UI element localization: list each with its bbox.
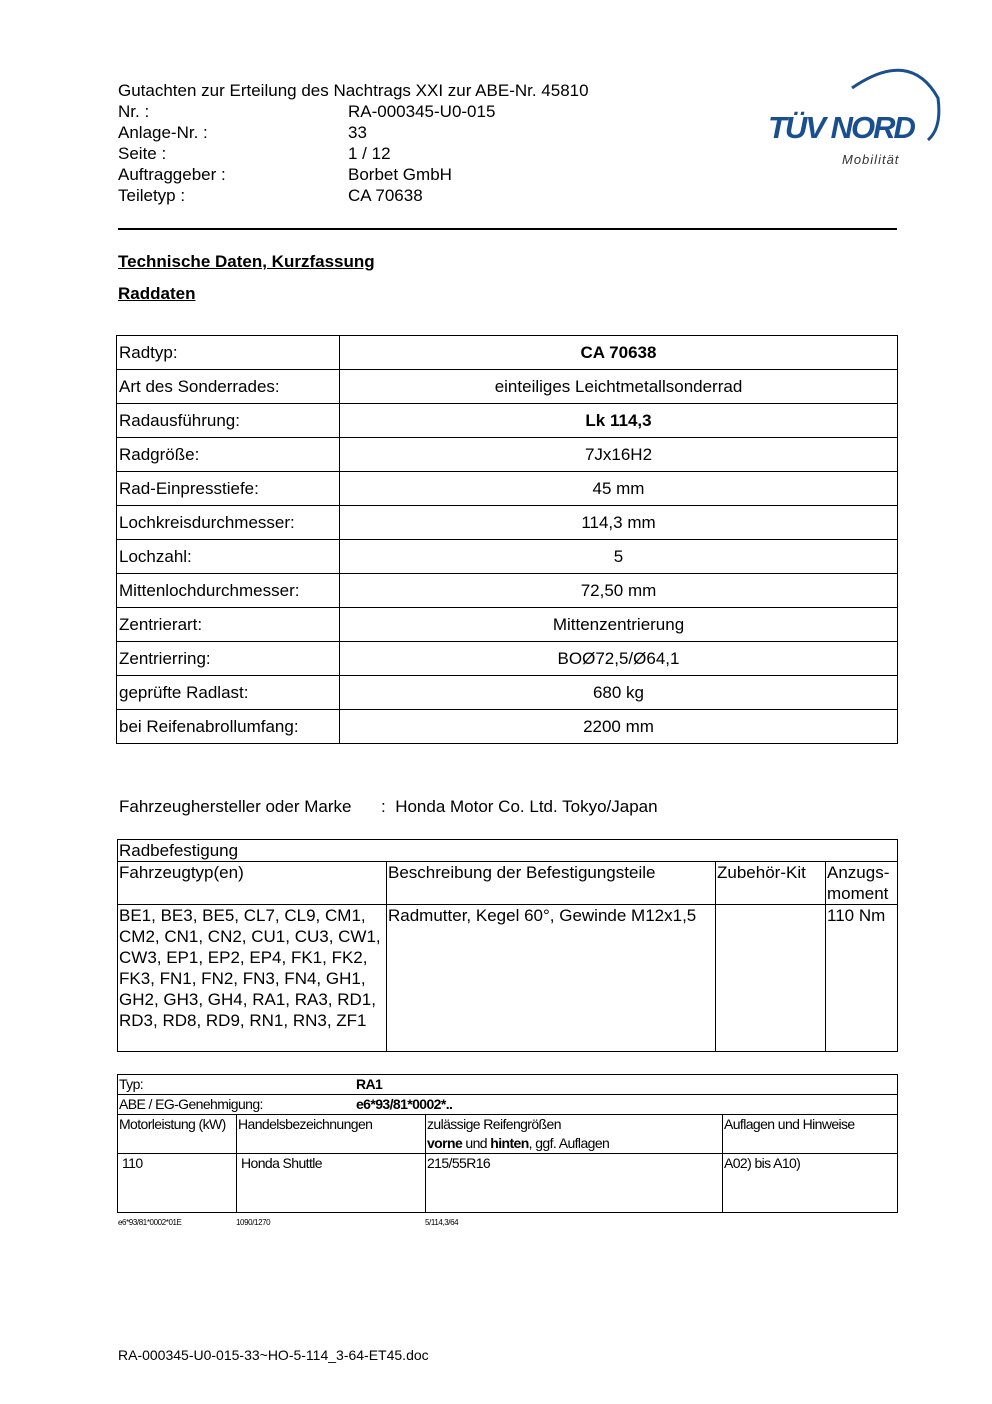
notes-value: A02) bis A10) bbox=[723, 1154, 898, 1213]
wheel-value: 114,3 mm bbox=[340, 506, 898, 540]
header-label: Nr. : bbox=[118, 102, 150, 121]
type-value: RA1 bbox=[356, 1076, 383, 1092]
wheel-row bbox=[117, 370, 898, 404]
tuv-nord-logo bbox=[760, 58, 945, 173]
weight-code-small: 1090/1270 bbox=[236, 1218, 271, 1227]
vehicle-type-table bbox=[117, 1074, 898, 1213]
maker-sep: : bbox=[381, 797, 386, 816]
header-row-seite bbox=[118, 143, 589, 164]
header-label: Seite : bbox=[118, 144, 167, 163]
file-name-footer: RA-000345-U0-015-33~HO-5-114_3-64-ET45.doc bbox=[118, 1347, 429, 1363]
wheel-row bbox=[117, 506, 898, 540]
header-row-teiletyp bbox=[118, 185, 589, 206]
mount-header-description: Beschreibung der Befestigungsteile bbox=[387, 862, 716, 905]
vehicle-maker-line bbox=[119, 797, 658, 817]
wheel-label: Rad-Einpresstiefe: bbox=[117, 472, 340, 506]
type-label: Typ: bbox=[119, 1076, 144, 1092]
mount-kit bbox=[716, 905, 826, 1052]
wheel-label: Zentrierring: bbox=[117, 642, 340, 676]
mount-header-types: Fahrzeugtyp(en) bbox=[118, 862, 387, 905]
mount-title: Radbefestigung bbox=[118, 840, 898, 862]
maker-value: Honda Motor Co. Ltd. Tokyo/Japan bbox=[395, 797, 658, 816]
header-label: Auftraggeber : bbox=[118, 165, 226, 184]
logo-subtitle: Mobilität bbox=[842, 152, 900, 167]
wheel-value: CA 70638 bbox=[340, 336, 898, 370]
header-value: CA 70638 bbox=[348, 186, 423, 205]
mount-header-torque: Anzugs-moment bbox=[826, 862, 898, 905]
wheel-label: Zentrierart: bbox=[117, 608, 340, 642]
mount-types: BE1, BE3, BE5, CL7, CL9, CM1, CM2, CN1, CN2, CU1, CU3, CW1, CW3, EP1, EP2, EP4, FK1, FK2, FK3, FN1, FN2, FN3, FN4, GH1, GH2, GH3, GH4, RA1, RA3, RD1, RD3, RD8, RD9, RN1, RN3, ZF1 bbox=[118, 905, 387, 1052]
trade-name-value: Honda Shuttle bbox=[237, 1154, 426, 1213]
wheel-row bbox=[117, 608, 898, 642]
wheel-label: Radgröße: bbox=[117, 438, 340, 472]
wheel-label: Radtyp: bbox=[117, 336, 340, 370]
header-value: 33 bbox=[348, 123, 367, 142]
abe-row bbox=[118, 1095, 898, 1115]
wheel-value: 5 bbox=[340, 540, 898, 574]
wheel-row bbox=[117, 404, 898, 438]
mount-header-kit: Zubehör-Kit bbox=[716, 862, 826, 905]
wheel-label: bei Reifenabrollumfang: bbox=[117, 710, 340, 744]
tyre-header-front: vorne bbox=[427, 1135, 463, 1151]
wheel-mounting-table bbox=[117, 839, 898, 1052]
approval-code-small: e6*93/81*0002*01E bbox=[118, 1218, 182, 1227]
wheel-label: Lochzahl: bbox=[117, 540, 340, 574]
wheel-value: BOØ72,5/Ø64,1 bbox=[340, 642, 898, 676]
wheel-value: 680 kg bbox=[340, 676, 898, 710]
header-value: RA-000345-U0-015 bbox=[348, 102, 496, 121]
section-title: Technische Daten, Kurzfassung bbox=[118, 252, 375, 271]
maker-label: Fahrzeughersteller oder Marke bbox=[119, 797, 352, 816]
wheel-value: einteiliges Leichtmetallsonderrad bbox=[340, 370, 898, 404]
type-row bbox=[118, 1075, 898, 1095]
header-value: Borbet GmbH bbox=[348, 165, 452, 184]
wheel-value: 72,50 mm bbox=[340, 574, 898, 608]
wheel-label: Art des Sonderrades: bbox=[117, 370, 340, 404]
wheel-row bbox=[117, 472, 898, 506]
mount-torque: 110 Nm bbox=[826, 905, 898, 1052]
tyre-header-rest: , ggf. Auflagen bbox=[528, 1135, 610, 1151]
header-row-auftraggeber bbox=[118, 164, 589, 185]
header-divider bbox=[118, 228, 897, 230]
tyre-header-line1: zulässige Reifengrößen bbox=[427, 1116, 561, 1132]
col-trade-header: Handelsbezeichnungen bbox=[237, 1115, 426, 1154]
tyre-header-and: und bbox=[462, 1135, 491, 1151]
wheel-row bbox=[117, 642, 898, 676]
abe-label: ABE / EG-Genehmigung: bbox=[119, 1096, 263, 1112]
header-value: 1 / 12 bbox=[348, 144, 391, 163]
wheel-label: Mittenlochdurchmesser: bbox=[117, 574, 340, 608]
wheel-value: 7Jx16H2 bbox=[340, 438, 898, 472]
wheel-row bbox=[117, 710, 898, 744]
wheel-label: Lochkreisdurchmesser: bbox=[117, 506, 340, 540]
wheel-row bbox=[117, 574, 898, 608]
wheel-row bbox=[117, 676, 898, 710]
wheel-value: 2200 mm bbox=[340, 710, 898, 744]
wheel-label: Radausführung: bbox=[117, 404, 340, 438]
bolt-code-small: 5/114,3/64 bbox=[425, 1218, 459, 1227]
wheel-row bbox=[117, 438, 898, 472]
wheel-value: 45 mm bbox=[340, 472, 898, 506]
wheel-data-table bbox=[116, 335, 898, 744]
logo-wordmark: TÜV NORD bbox=[768, 110, 914, 145]
wheel-row bbox=[117, 540, 898, 574]
col-tyre-header bbox=[426, 1115, 723, 1154]
report-title: Gutachten zur Erteilung des Nachtrags XXI zur ABE-Nr. 45810 bbox=[118, 81, 589, 100]
subsection-title: Raddaten bbox=[118, 284, 196, 303]
wheel-row bbox=[117, 336, 898, 370]
wheel-value: Mittenzentrierung bbox=[340, 608, 898, 642]
power-value: 110 bbox=[118, 1154, 237, 1213]
col-notes-header: Auflagen und Hinweise bbox=[723, 1115, 898, 1154]
mount-description: Radmutter, Kegel 60°, Gewinde M12x1,5 bbox=[387, 905, 716, 1052]
document-header bbox=[118, 80, 589, 206]
header-label: Anlage-Nr. : bbox=[118, 123, 208, 142]
header-row-nr bbox=[118, 101, 589, 122]
abe-value: e6*93/81*0002*.. bbox=[356, 1096, 453, 1112]
tyre-header-rear: hinten bbox=[490, 1135, 529, 1151]
wheel-label: geprüfte Radlast: bbox=[117, 676, 340, 710]
tyre-value: 215/55R16 bbox=[426, 1154, 723, 1213]
wheel-value: Lk 114,3 bbox=[340, 404, 898, 438]
col-power-header: Motorleistung (kW) bbox=[118, 1115, 237, 1154]
header-row-anlage bbox=[118, 122, 589, 143]
header-label: Teiletyp : bbox=[118, 186, 186, 205]
